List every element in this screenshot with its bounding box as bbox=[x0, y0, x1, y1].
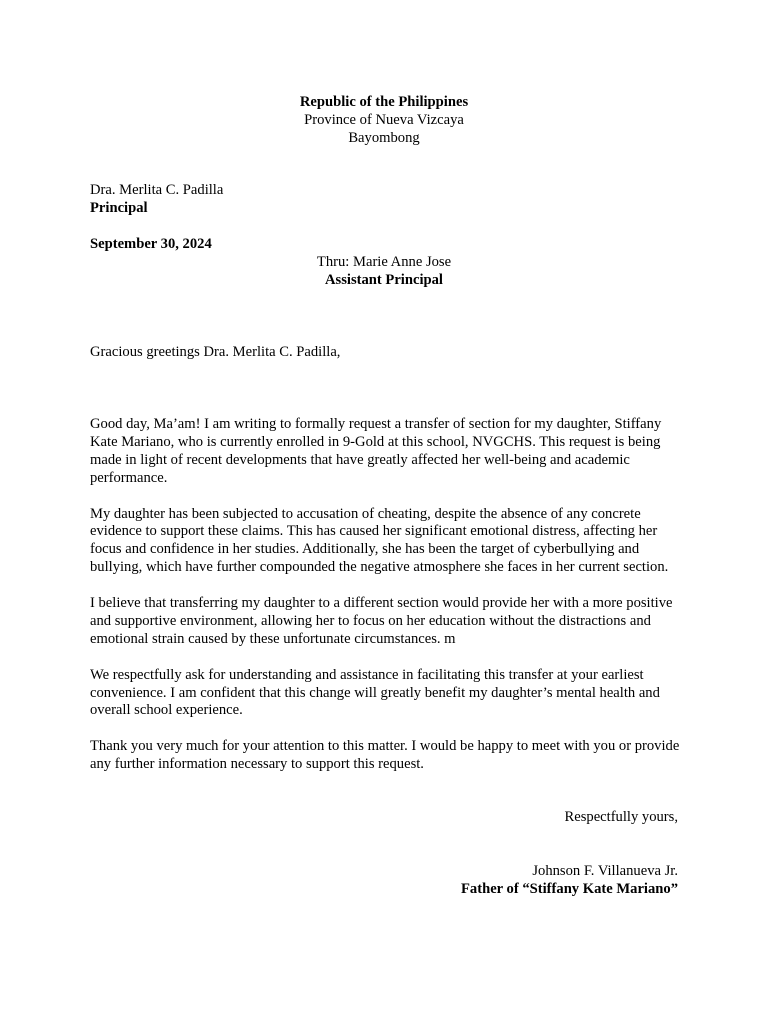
letterhead-town: Bayombong bbox=[348, 129, 420, 146]
recipient-block bbox=[90, 182, 678, 218]
thru-block bbox=[90, 254, 678, 290]
letterhead bbox=[90, 94, 678, 148]
thru-title: Assistant Principal bbox=[325, 271, 443, 288]
recipient-title: Principal bbox=[90, 199, 148, 216]
complimentary-close: Respectfully yours, bbox=[564, 809, 678, 825]
signature-block bbox=[90, 863, 678, 899]
body-paragraph: My daughter has been subjected to accusation of cheating, despite the absence of any concrete evidence to support these claims. This has caused her significant emotional distress, affecting her focus and confidence in her studies. Additionally, she has been the target of cyberbullying and bullying, which have further compounded the negative atmosphere she faces in her current section. bbox=[90, 505, 669, 576]
body-paragraph: Good day, Ma’am! I am writing to formally request a transfer of section for my daughter, Stiffany Kate Mariano, who is currently enrolled in 9-Gold at this school, NVGCHS. This request is being made in light of recent developments that have greatly affected her well-being and academic performance. bbox=[90, 416, 662, 486]
body-paragraph: We respectfully ask for understanding and assistance in facilitating this transfer at your earliest convenience. I am confident that this change will greatly benefit my daughter’s mental health and overall school experience. bbox=[90, 666, 660, 719]
letter-body bbox=[90, 416, 682, 792]
recipient-name: Dra. Merlita C. Padilla bbox=[90, 182, 224, 198]
thru-name: Thru: Marie Anne Jose bbox=[316, 254, 452, 270]
salutation: Gracious greetings Dra. Merlita C. Padilla, bbox=[90, 344, 341, 360]
signatory-name: Johnson F. Villanueva Jr. bbox=[532, 863, 678, 879]
letterhead-province: Province of Nueva Vizcaya bbox=[304, 111, 464, 128]
letter-date: September 30, 2024 bbox=[90, 236, 212, 252]
letterhead-country: Republic of the Philippines bbox=[299, 94, 469, 110]
body-paragraph: Thank you very much for your attention to this matter. I would be happy to meet with you or provide any further information necessary to support this request. bbox=[90, 738, 680, 773]
signatory-title: Father of “Stiffany Kate Mariano” bbox=[461, 880, 678, 897]
body-paragraph: I believe that transferring my daughter to a different section would provide her with a more positive and supportive environment, allowing her to focus on her education without the distractions and emotional strain caused by these unfortunate circumstances. m bbox=[90, 595, 673, 647]
